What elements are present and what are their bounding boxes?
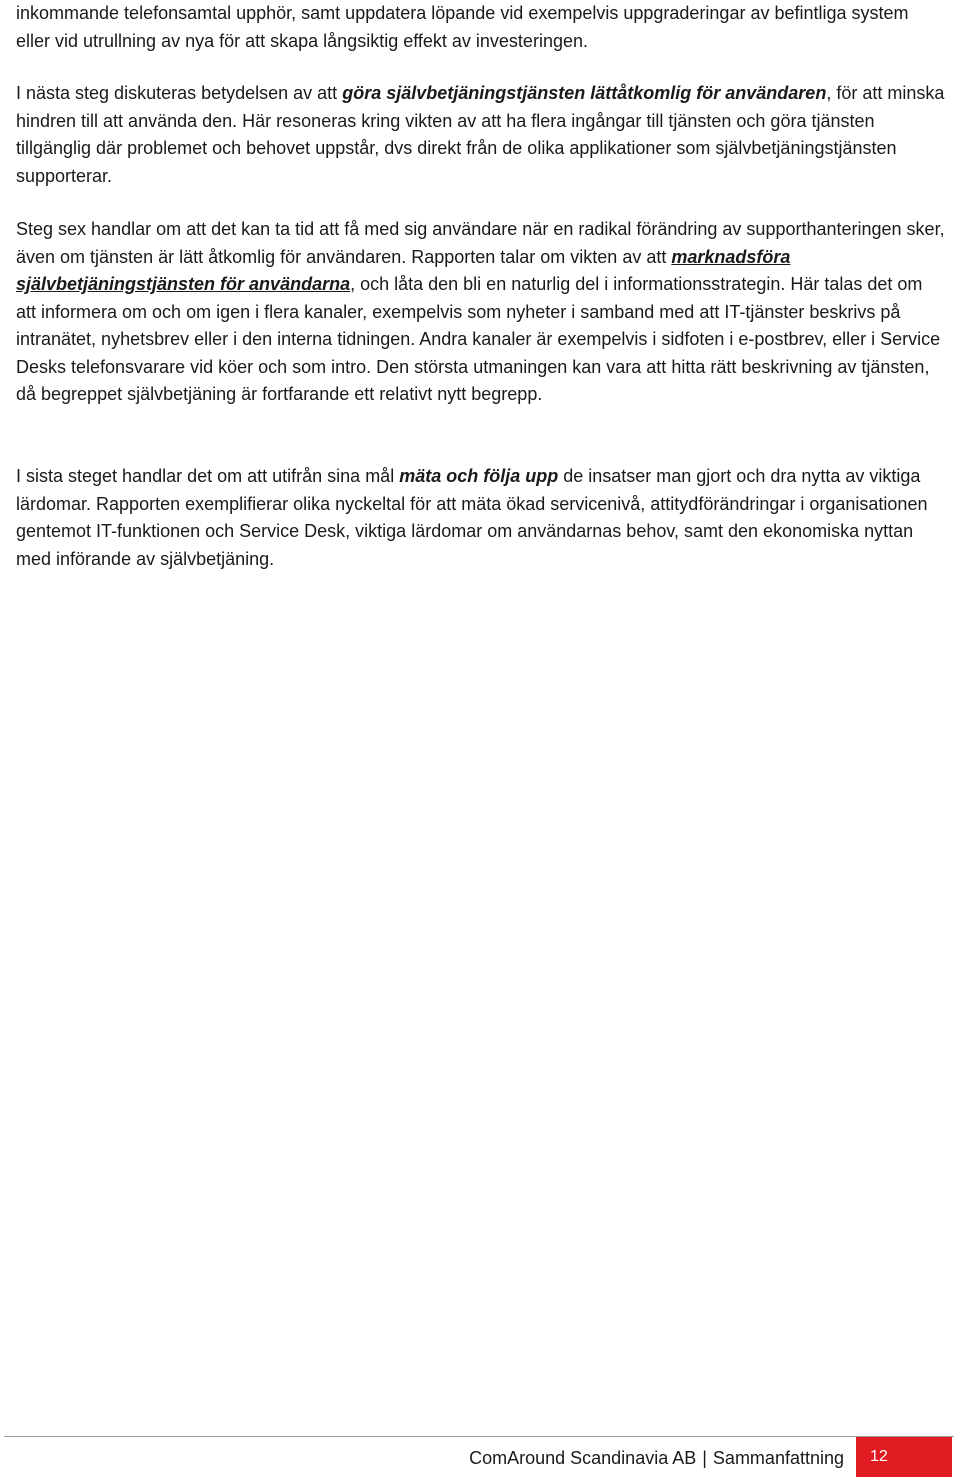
paragraph-measure bbox=[16, 463, 946, 573]
emphasis-accessibility: göra självbetjäningstjänsten lättåtkomlig för användaren bbox=[342, 83, 827, 103]
footer-section: Sammanfattning bbox=[712, 1448, 844, 1468]
page-number-badge bbox=[856, 1437, 952, 1477]
footer-company: ComAround Scandinavia AB bbox=[469, 1448, 697, 1468]
page-footer bbox=[469, 1444, 844, 1472]
paragraph-accessibility bbox=[16, 80, 946, 190]
paragraph-text: I sista steget handlar det om att utifrån sina mål bbox=[16, 466, 400, 486]
paragraph-text: , och låta den bli en naturlig del i informationsstrategin. Här talas det om att informera om och om igen i flera kanaler, exempelvis som nyheter i samband med att IT-tjänster beskrivs på intranätet, nyhetsbrev eller i den interna tidningen. Andra kanaler är exempelvis i sidfoten i e-postbrev, eller i Service Desks telefonsvarare vid köer och som intro. Den största utmaningen kan vara att hitta rätt beskrivning av tjänsten, då begreppet självbetjäning är fortfarande ett relativt nytt begrepp. bbox=[16, 274, 941, 404]
paragraph-text: , för att minska hindren till att använda den. Här resoneras kring vikten av att ha flera ingångar till tjänsten och göra tjänsten tillgänglig där problemet och behovet uppstår, dvs direkt från de olika applikationer som självbetjäningstjänsten supporterar. bbox=[16, 83, 945, 186]
footer-divider bbox=[4, 1436, 954, 1437]
paragraph-text: de insatser man gjort och dra nytta av viktiga lärdomar. Rapporten exemplifierar olika nyckeltal för att mäta ökad servicenivå, attitydförändringar i organisationen gentemot IT-funktionen och Service Desk, viktiga lärdomar om användarnas behov, samt den ekonomiska nyttan med införande av självbetjäning. bbox=[16, 466, 928, 569]
paragraph-intro-continuation bbox=[16, 0, 946, 55]
footer-separator: | bbox=[702, 1448, 707, 1468]
paragraph-text: I nästa steg diskuteras betydelsen av att bbox=[16, 83, 343, 103]
page-number: 12 bbox=[870, 1448, 888, 1465]
paragraph-text: Steg sex handlar om att det kan ta tid att få med sig användare när en radikal förändring av supporthanteringen sker, även om tjänsten är lätt åtkomlig för användaren. Rapporten talar om vikten av att bbox=[16, 219, 945, 267]
emphasis-marketing: marknadsföra självbetjäningstjänsten för användarna bbox=[16, 246, 791, 294]
paragraph-marketing bbox=[16, 216, 946, 409]
emphasis-measure: mäta och följa upp bbox=[399, 466, 559, 486]
paragraph-text: inkommande telefonsamtal upphör, samt uppdatera löpande vid exempelvis uppgraderingar av befintliga system eller vid utrullning av nya för att skapa långsiktig effekt av investeringen. bbox=[16, 3, 909, 51]
